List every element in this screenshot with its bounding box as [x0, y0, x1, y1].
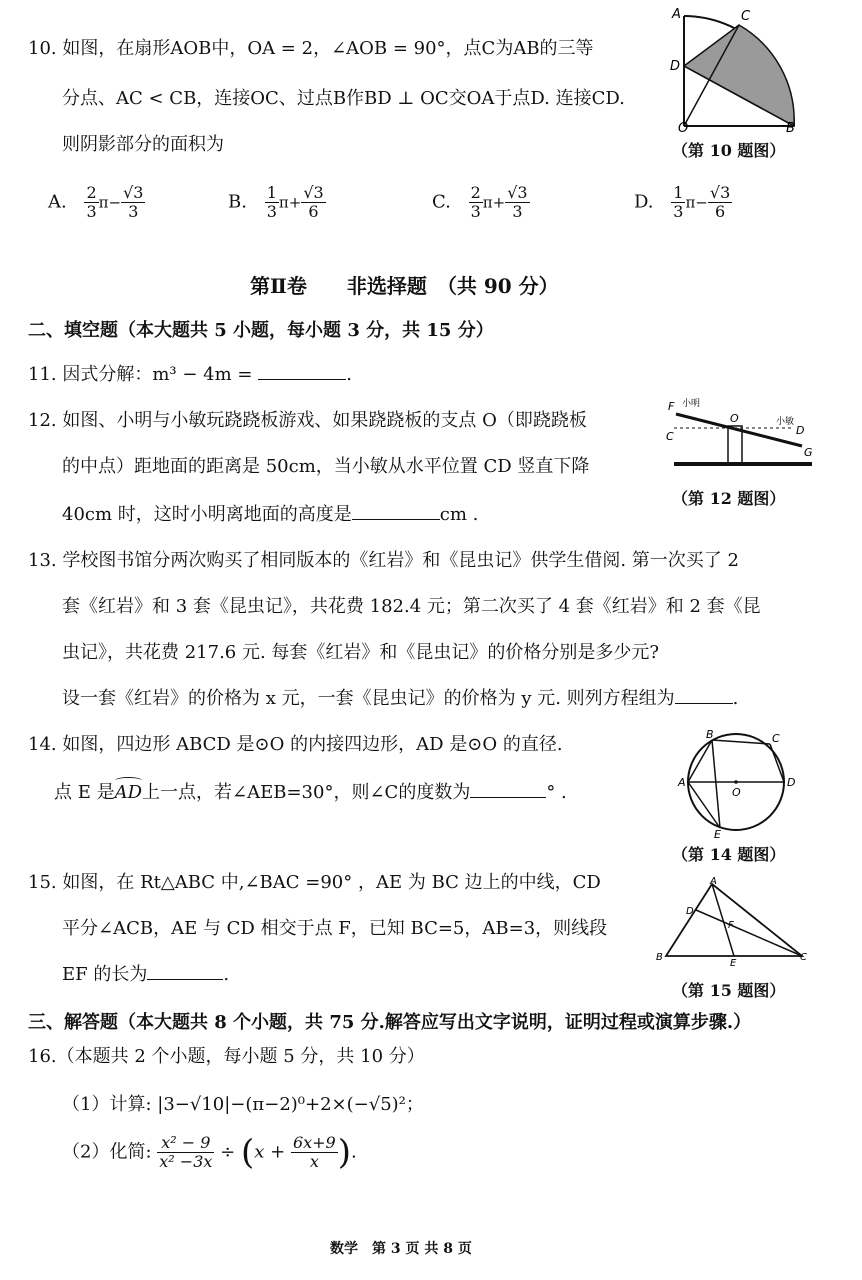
- q16-part1: （1）计算: |3−√10|−(π−2)⁰+2×(−√5)²；: [62, 1094, 424, 1115]
- q14-answer-blank: [470, 797, 546, 798]
- q16-part2: （2）化简: $\frac{\text{x² − 9}}{\text{x² −3x}}$ ÷ (x + $\frac{6x+9}{x}$ ).: [62, 1132, 357, 1173]
- q12-label-D: D: [796, 424, 805, 437]
- q12-line2: 的中点）距地面的距离是 50cm，当小敏从水平位置 CD 竖直下降: [62, 456, 590, 477]
- q14-label-O: O: [732, 786, 741, 799]
- q13-line3: 虫记》，共花费 217.6 元. 每套《红岩》和《昆虫记》的价格分别是多少元?: [62, 642, 660, 663]
- q15-label-F: F: [728, 920, 734, 931]
- q15-line1: 15. 如图，在 Rt△ABC 中,∠BAC =90° ，AE 为 BC 边上的中线，CD: [28, 872, 601, 893]
- q12-label-F: F: [668, 400, 675, 413]
- q13-answer-blank: [675, 703, 733, 704]
- q10-label-D: D: [670, 59, 681, 74]
- q12-line3: 40cm 时，这时小明离地面的高度是 cm .: [62, 504, 479, 525]
- q14-label-A: A: [678, 776, 686, 789]
- q15-label-B: B: [656, 952, 663, 963]
- q10-line1: 10. 如图，在扇形AOB中，OA = 2，∠AOB = 90°，点C为AB的三等: [28, 38, 594, 59]
- q12-label-xiaomin: 小敏: [776, 417, 795, 427]
- q14-label-D: D: [787, 776, 796, 789]
- q16-header: 16.（本题共 2 个小题，每小题 5 分，共 10 分）: [28, 1046, 425, 1067]
- q14-arc-AD: AD: [114, 782, 143, 803]
- q14-label-E: E: [714, 828, 721, 838]
- q15-figure: [654, 876, 810, 972]
- q14-figure-caption: （第 14 题图）: [672, 845, 786, 864]
- q10-option-A: A. $\frac{2}{3}$ π− $\frac{√3}{3}$: [48, 183, 144, 221]
- q10-option-D: D. $\frac{1}{3}$ π− $\frac{√3}{6}$: [634, 183, 731, 221]
- q10-option-B: B. $\frac{1}{3}$ π+ $\frac{√3}{6}$: [228, 183, 324, 221]
- q15-line3: EF 的长为 .: [62, 964, 230, 985]
- q12-figure-caption: （第 12 题图）: [672, 489, 786, 508]
- q10-figure-caption: （第 10 题图）: [672, 141, 786, 160]
- q10-label-O: O: [678, 121, 689, 134]
- q13-line4: 设一套《红岩》的价格为 x 元，一套《昆虫记》的价格为 y 元. 则列方程组为 .: [62, 688, 739, 709]
- q15-line2: 平分∠ACB，AE 与 CD 相交于点 F，已知 BC=5，AB=3，则线段: [62, 918, 608, 939]
- q12-answer-blank: [352, 519, 440, 520]
- section2-title: 第Ⅱ卷 非选择题 （共 90 分）: [250, 274, 559, 298]
- q12-label-C: C: [666, 430, 674, 443]
- q12-line1: 12. 如图、小明与小敏玩跷跷板游戏、如果跷跷板的支点 O（即跷跷板: [28, 410, 587, 431]
- q10-option-C: C. $\frac{2}{3}$ π+ $\frac{√3}{3}$: [432, 183, 528, 221]
- q10-line3: 则阴影部分的面积为: [62, 134, 224, 155]
- q12-label-xiaoming: 小明: [682, 399, 701, 409]
- q12-label-G: G: [804, 446, 813, 459]
- q11-answer-blank: [258, 379, 346, 380]
- q10-label-B: B: [786, 121, 795, 134]
- q14-figure: [674, 728, 804, 838]
- q10-label-A: A: [672, 7, 681, 22]
- page-footer: 数学 第 3 页 共 8 页: [330, 1241, 472, 1257]
- q14-label-B: B: [706, 728, 714, 741]
- q15-label-A: A: [710, 876, 717, 887]
- q10-line2: 分点、AC < CB，连接OC、过点B作BD ⊥ OC交OA于点D. 连接CD.: [62, 88, 625, 109]
- q12-figure: [664, 392, 814, 472]
- q15-label-E: E: [730, 958, 737, 969]
- q12-label-O: O: [730, 412, 739, 425]
- section2-heading: 二、填空题（本大题共 5 小题，每小题 3 分，共 15 分）: [28, 320, 494, 341]
- q14-line2: 点 E 是AD上一点，若∠AEB=30°，则∠C的度数为 ° .: [54, 782, 567, 803]
- q14-label-C: C: [772, 732, 780, 745]
- q13-line1: 13. 学校图书馆分两次购买了相同版本的《红岩》和《昆虫记》供学生借阅. 第一次买了 2: [28, 550, 739, 571]
- q11: 11. 因式分解：m³ − 4m = .: [28, 364, 352, 385]
- section3-heading: 三、解答题（本大题共 8 个小题，共 75 分.解答应写出文字说明，证明过程或演算步骤.）: [28, 1012, 752, 1033]
- q10-figure: [664, 4, 804, 134]
- q15-label-C: C: [800, 952, 807, 963]
- q13-line2: 套《红岩》和 3 套《昆虫记》，共花费 182.4 元；第二次买了 4 套《红岩》和 2 套《昆: [62, 596, 761, 617]
- q15-label-D: D: [686, 906, 694, 917]
- q15-answer-blank: [147, 979, 223, 980]
- q14-line1: 14. 如图，四边形 ABCD 是⊙O 的内接四边形，AD 是⊙O 的直径.: [28, 734, 563, 755]
- q15-figure-caption: （第 15 题图）: [672, 981, 786, 1000]
- q10-label-C: C: [741, 9, 751, 24]
